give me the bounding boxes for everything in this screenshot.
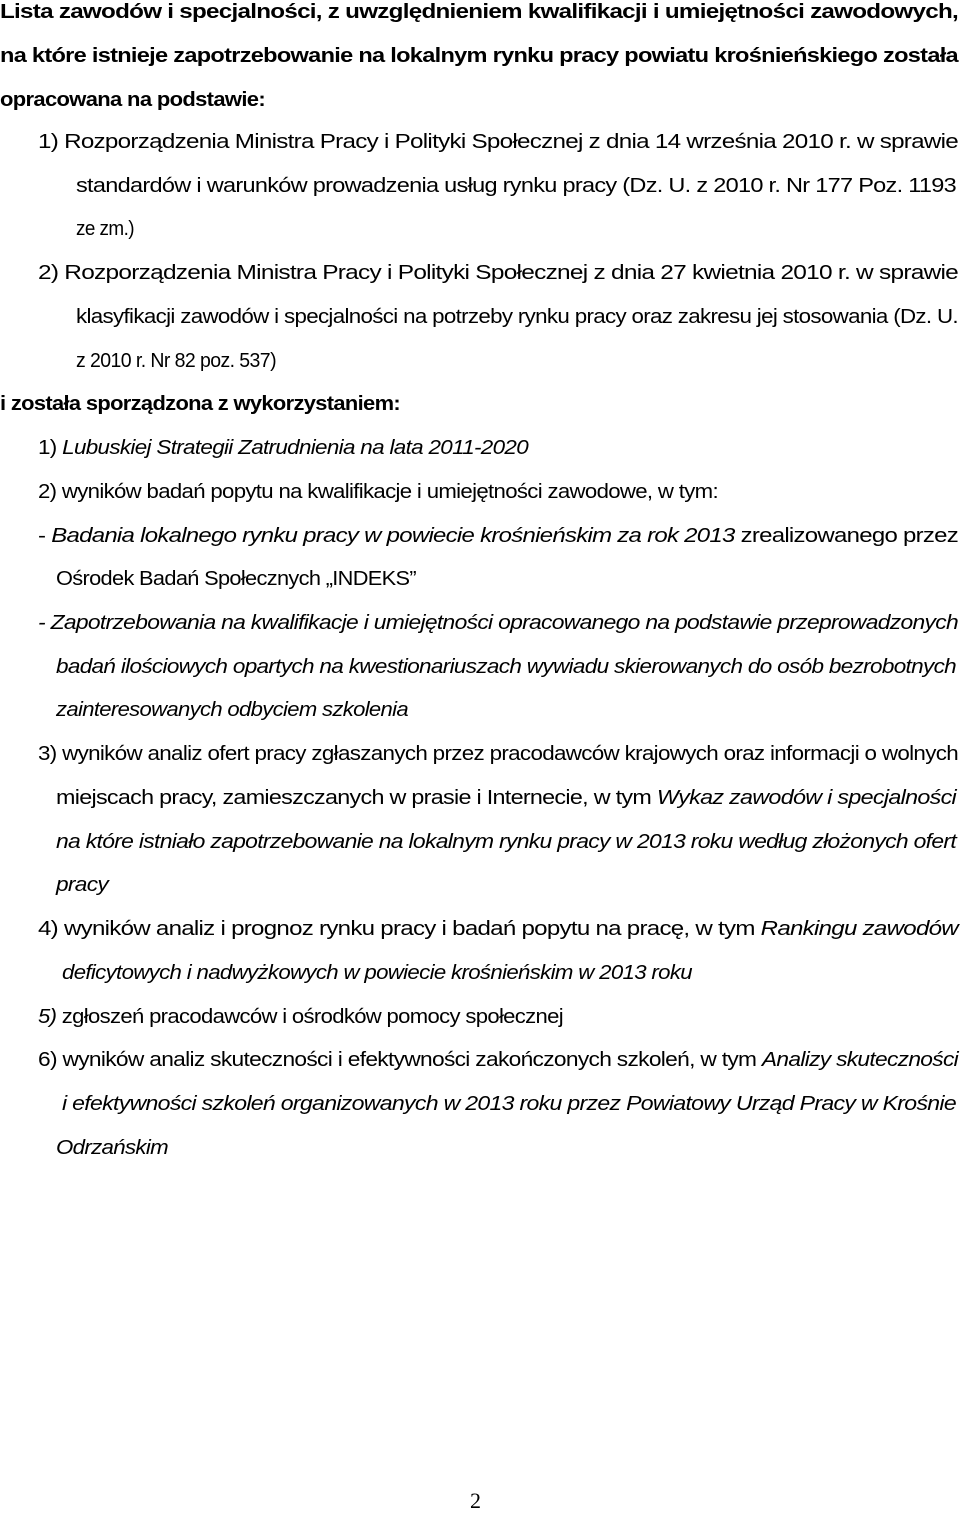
source-5 [38, 1005, 563, 1029]
basis-1-line-2: standardów i warunków prowadzenia usług rynku pracy (Dz. U. z 2010 r. Nr 177 Poz. 1193 [76, 175, 957, 197]
source-5-number: 5) [38, 1006, 57, 1028]
source-2a-title: Badania lokalnego rynku pracy w powiecie krośnieńskim za rok 2013 [51, 525, 735, 547]
source-6-line-1-text: 6) wyników analiz skuteczności i efektywności zakończonych szkoleń, w tym [38, 1049, 762, 1071]
source-3-line-1: 3) wyników analiz ofert pracy zgłaszanych przez pracodawców krajowych oraz informacji o wolnych [38, 743, 959, 765]
sources-heading: i została sporządzona z wykorzystaniem: [0, 393, 401, 415]
intro-line-1: Lista zawodów i specjalności, z uwzględnieniem kwalifikacji i umiejętności zawodowych, [0, 1, 959, 23]
basis-1-line-3: ze zm.) [76, 218, 135, 240]
source-2a-rest: zrealizowanego przez [734, 525, 959, 547]
source-2-line-1: 2) wyników badań popytu na kwalifikacje i umiejętności zawodowe, w tym: [38, 481, 718, 503]
source-3-title: Wykaz zawodów i specjalności [656, 787, 957, 809]
basis-2-line-2: klasyfikacji zawodów i specjalności na potrzeby rynku pracy oraz zakresu jej stosowania (Dz. U. [76, 306, 958, 328]
source-2b-line-3: zainteresowanych odbyciem szkolenia [56, 699, 408, 721]
source-2a-line-1 [38, 524, 958, 548]
source-3-line-2-text: miejscach pracy, zamieszczanych w prasie i Internecie, w tym [56, 787, 657, 809]
source-1-title: Lubuskiej Strategii Zatrudnienia na lata 2011-2020 [62, 437, 529, 459]
intro-line-3: opracowana na podstawie: [0, 89, 266, 111]
source-6-line-1 [38, 1048, 958, 1072]
source-2b-line-1: - Zapotrzebowania na kwalifikacje i umiejętności opracowanego na podstawie przeprowadzonych [38, 612, 959, 634]
basis-1-line-1: 1) Rozporządzenia Ministra Pracy i Polityki Społecznej z dnia 14 września 2010 r. w sprawie [38, 131, 959, 153]
page-number: 2 [470, 1488, 481, 1513]
dash: - [38, 525, 52, 547]
source-6-line-3: Odrzańskim [56, 1137, 169, 1159]
source-4-title: Rankingu zawodów [760, 918, 958, 940]
source-2a-line-2: Ośrodek Badań Społecznych „INDEKS” [56, 568, 416, 590]
source-1 [38, 436, 528, 460]
source-5-text: zgłoszeń pracodawców i ośrodków pomocy społecznej [56, 1006, 564, 1028]
source-3-line-3: na które istniało zapotrzebowanie na lokalnym rynku pracy w 2013 roku według złożonych ofert [56, 831, 957, 853]
basis-2-line-3: z 2010 r. Nr 82 poz. 537) [76, 350, 276, 372]
source-3-line-4: pracy [56, 874, 109, 896]
intro-line-2: na które istnieje zapotrzebowanie na lokalnym rynku pracy powiatu krośnieńskiego została [0, 45, 958, 67]
source-6-line-2: i efektywności szkoleń organizowanych w 2013 roku przez Powiatowy Urząd Pracy w Krośnie [62, 1093, 957, 1115]
source-1-number: 1) [38, 437, 63, 459]
basis-2-line-1: 2) Rozporządzenia Ministra Pracy i Polityki Społecznej z dnia 27 kwietnia 2010 r. w sprawie [38, 262, 959, 284]
source-3-line-2 [56, 786, 956, 810]
source-4-line-2: deficytowych i nadwyżkowych w powiecie krośnieńskim w 2013 roku [62, 962, 693, 984]
source-4-line-1 [38, 917, 958, 941]
source-4-line-1-text: 4) wyników analiz i prognoz rynku pracy i badań popytu na pracę, w tym [38, 918, 761, 940]
source-2b-line-2: badań ilościowych opartych na kwestionariuszach wywiadu skierowanych do osób bezrobotnych [56, 656, 957, 678]
source-6-title: Analizy skuteczności [761, 1049, 959, 1071]
